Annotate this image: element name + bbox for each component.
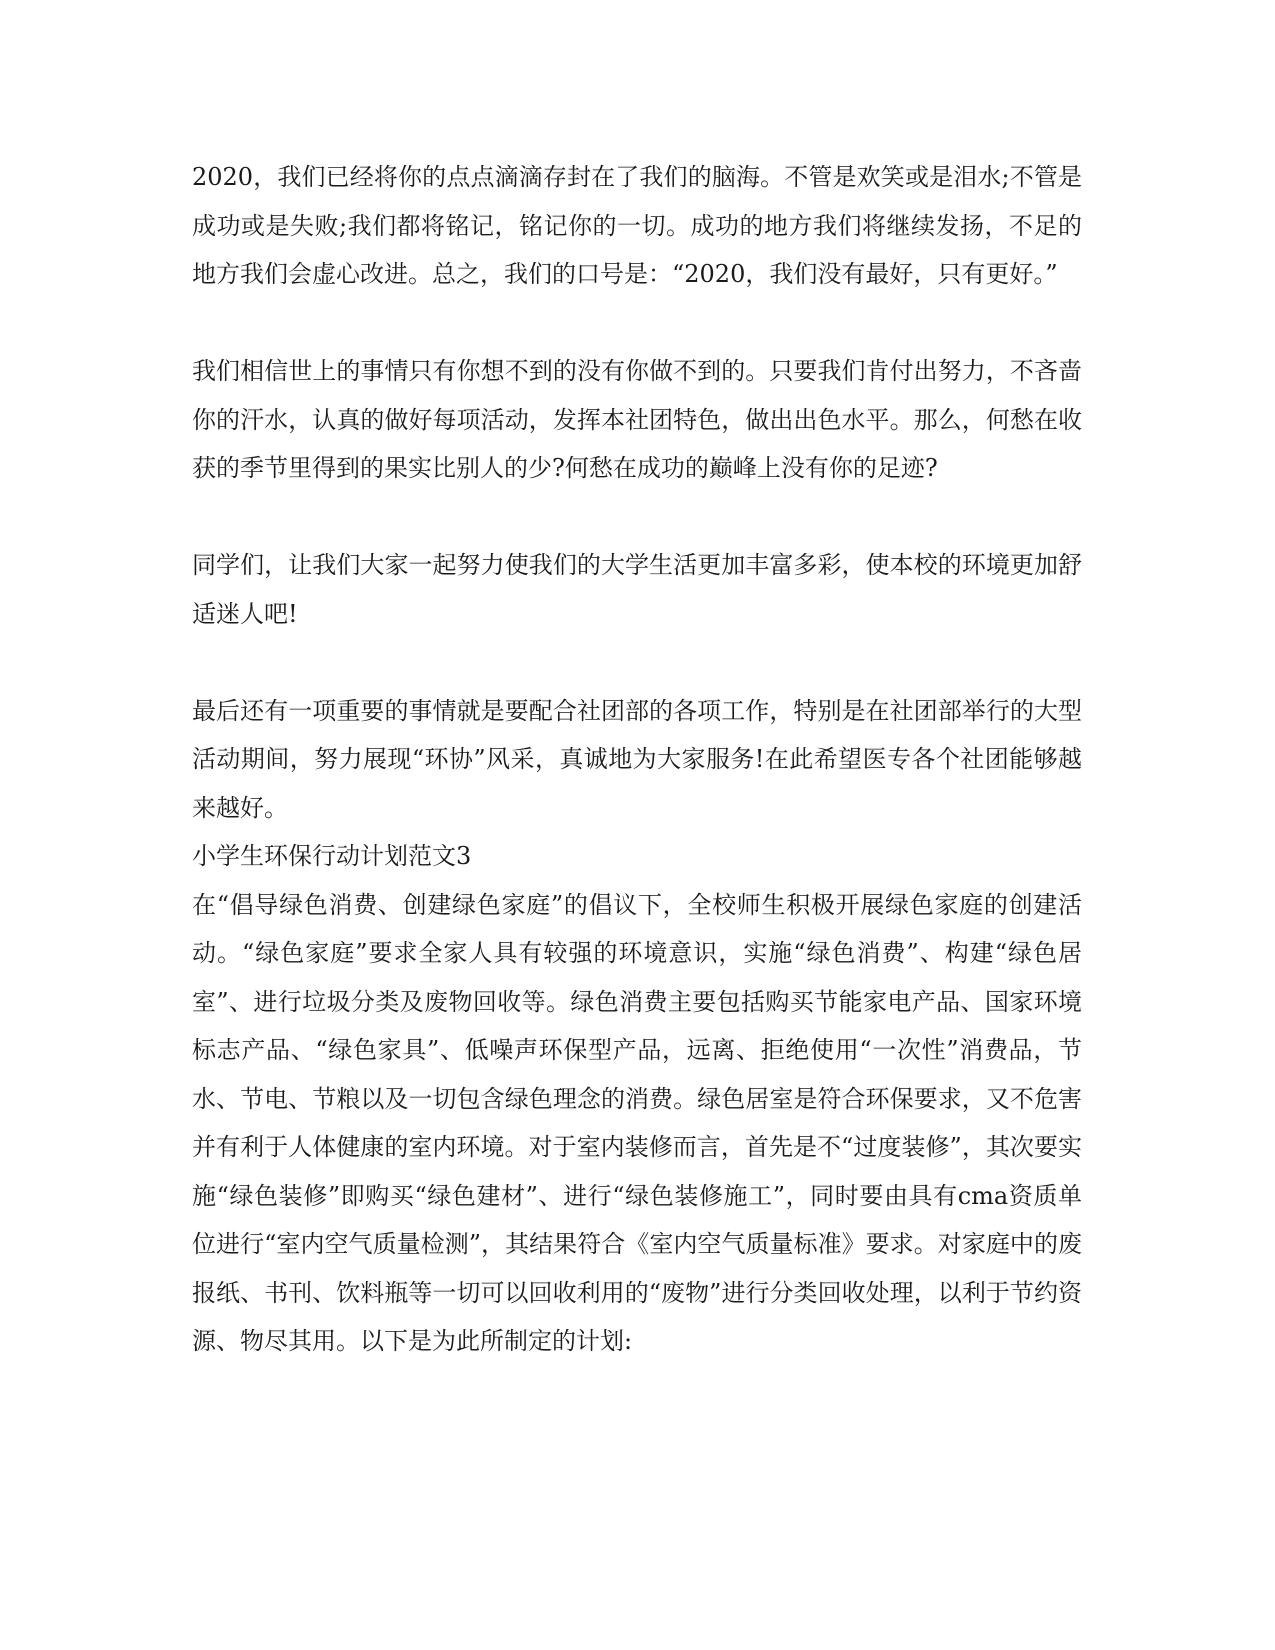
paragraph-spacer: [192, 638, 1082, 687]
paragraph-1: 2020，我们已经将你的点点滴滴存封在了我们的脑海。不管是欢笑或是泪水;不管是成功或是失败;我们都将铭记，铭记你的一切。成功的地方我们将继续发扬，不足的地方我们会虚心改进。总之，我们的口号是：“2020，我们没有最好，只有更好。”: [192, 163, 1082, 288]
paragraph-4: 最后还有一项重要的事情就是要配合社团部的各项工作，特别是在社团部举行的大型活动期间，努力展现“环协”风采，真诚地为大家服务!在此希望医专各个社团能够越来越好。: [192, 696, 1082, 822]
section-title: 小学生环保行动计划范文3: [192, 842, 472, 870]
paragraph-2: 我们相信世上的事情只有你想不到的没有你做不到的。只要我们肯付出努力，不吝啬你的汗水，认真的做好每项活动，发挥本社团特色，做出出色水平。那么，何愁在收获的季节里得到的果实比别人的少?何愁在成功的巅峰上没有你的足迹?: [192, 357, 1082, 482]
paragraph-spacer: [192, 299, 1082, 348]
document-body: [192, 153, 1082, 1366]
paragraph-3: 同学们，让我们大家一起努力使我们的大学生活更加丰富多彩，使本校的环境更加舒适迷人吧!: [192, 551, 1082, 628]
section-paragraph: 在“倡导绿色消费、创建绿色家庭”的倡议下，全校师生积极开展绿色家庭的创建活动。“绿色家庭”要求全家人具有较强的环境意识，实施“绿色消费”、构建“绿色居室”、进行垃圾分类及废物回收等。绿色消费主要包括购买节能家电产品、国家环境标志产品、“绿色家具”、低噪声环保型产品，远离、拒绝使用“一次性”消费品，节水、节电、节粮以及一切包含绿色理念的消费。绿色居室是符合环保要求，又不危害并有利于人体健康的室内环境。对于室内装修而言，首先是不“过度装修”，其次要实施“绿色装修”即购买“绿色建材”、进行“绿色装修施工”，同时要由具有cma资质单位进行“室内空气质量检测”，其结果符合《室内空气质量标准》要求。对家庭中的废报纸、书刊、饮料瓶等一切可以回收利用的“废物”进行分类回收处理，以利于节约资源、物尽其用。以下是为此所制定的计划:: [192, 890, 1082, 1355]
paragraph-spacer: [192, 493, 1082, 542]
